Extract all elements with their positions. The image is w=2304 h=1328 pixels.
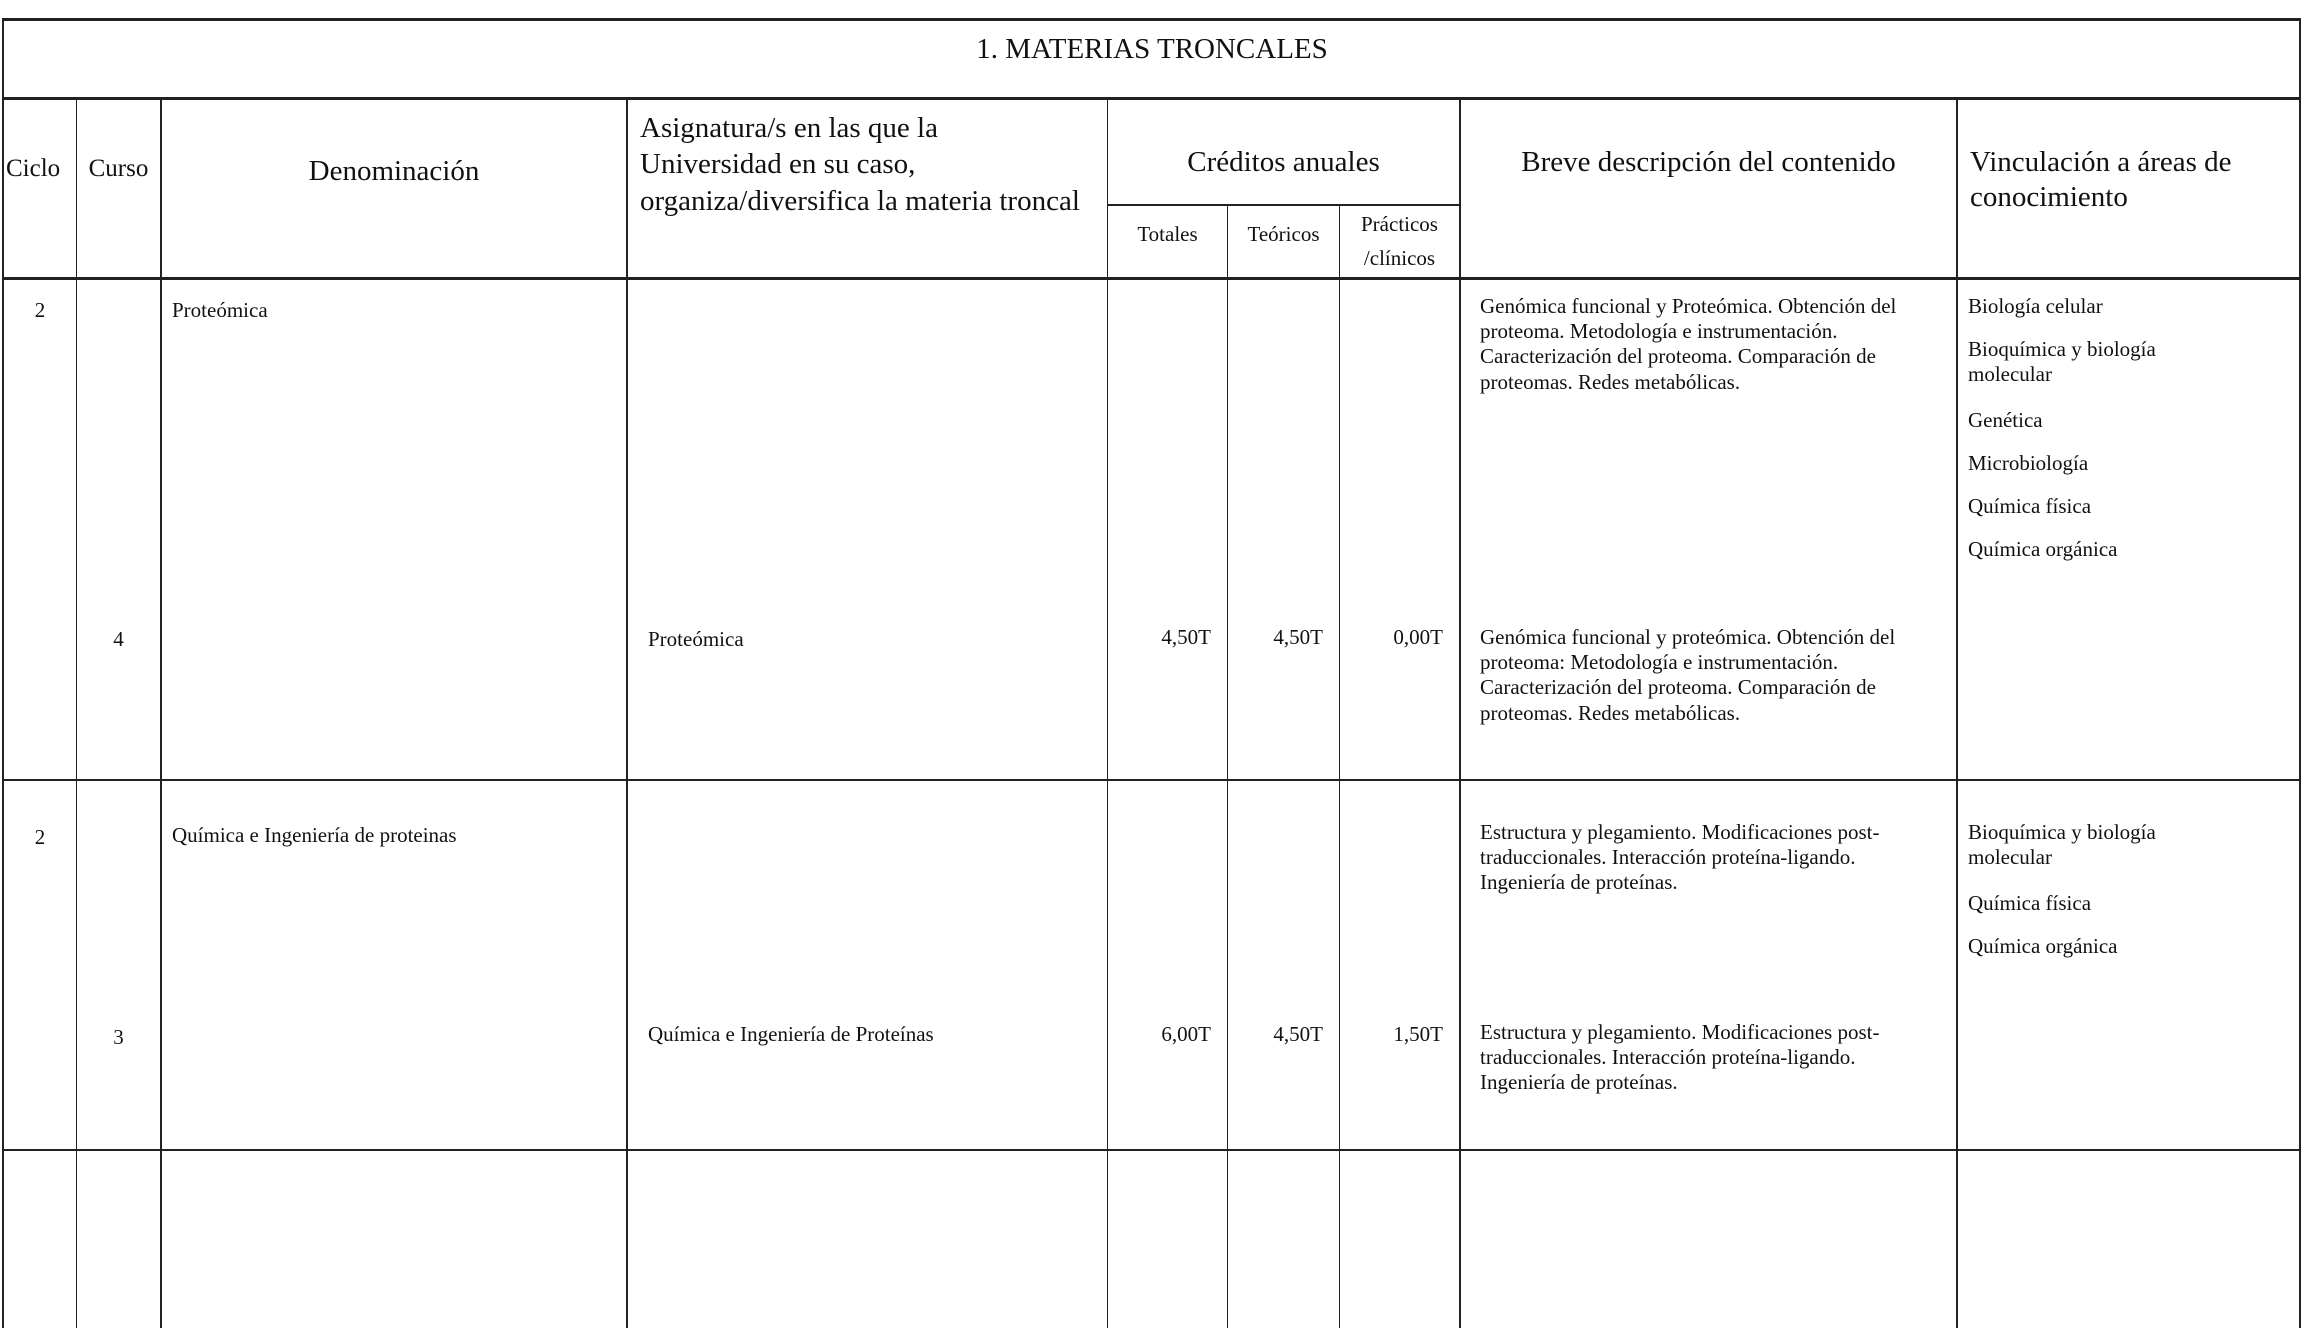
row1-area: Bioquímica y biología molecular [1968,337,2156,387]
row2-ciclo: 2 [34,825,46,849]
divider [160,98,162,1328]
header-asignatura: Asignatura/s en las que la Universidad en su caso, organiza/diversifica la materia troncal [640,112,1080,217]
row1-totales: 4,50T [1161,625,1211,649]
row2-practicos: 1,50T [1393,1022,1443,1046]
row1-area: Química física [1968,494,2092,518]
divider [626,98,628,1328]
header-totales: Totales [1137,222,1198,246]
divider [1459,98,1461,1328]
row1-teoricos: 4,50T [1273,625,1323,649]
row1-curso: 4 [113,627,124,651]
header-denominacion: Denominación [308,155,480,187]
row1-descripcion: Genómica funcional y Proteómica. Obtención del proteoma. Metodología e instrumentación. Caracterización del proteoma. Comparación de proteomas. Redes metabólicas. [1480,294,1897,394]
header-creditos: Créditos anuales [1187,146,1380,178]
row1-area: Química orgánica [1968,537,2118,561]
row1-ciclo: 2 [34,298,46,322]
row1-denominacion: Proteómica [172,298,268,322]
row1-practicos: 0,00T [1393,625,1443,649]
header-descripcion: Breve descripción del contenido [1521,146,1896,178]
header-teoricos: Teóricos [1247,222,1320,246]
header-practicos: Prácticos /clínicos [1361,212,1438,270]
row2-totales: 6,00T [1161,1022,1211,1046]
header-ciclo: Ciclo [6,155,61,182]
row2-teoricos: 4,50T [1273,1022,1323,1046]
row1-area: Microbiología [1968,451,2089,475]
row2-asignatura: Química e Ingeniería de Proteínas [648,1022,934,1046]
border-right [2299,18,2301,1328]
divider [1107,98,1108,1328]
row2-denominacion: Química e Ingeniería de proteinas [172,823,457,847]
border-top [3,18,2301,21]
row1-sub-descripcion: Genómica funcional y proteómica. Obtención del proteoma: Metodología e instrumentación. Caracterización del proteoma. Comparación de proteomas. Redes metabólicas. [1480,625,1896,725]
divider [1956,98,1958,1328]
row2-descripcion: Estructura y plegamiento. Modificaciones post-traduccionales. Interacción proteína-ligando. Ingeniería de proteínas. [1480,820,1880,895]
divider [1339,205,1340,1328]
header-curso: Curso [88,155,149,182]
divider [1227,205,1228,1328]
header-vinculacion: Vinculación a áreas de conocimiento [1970,146,2232,213]
row2-sub-descripcion: Estructura y plegamiento. Modificaciones post-traduccionales. Interacción proteína-ligando. Ingeniería de proteínas. [1480,1020,1880,1095]
table-title: 1. MATERIAS TRONCALES [976,33,1328,65]
row2-area: Química física [1968,891,2092,915]
row2-curso: 3 [113,1025,124,1049]
row2-area: Bioquímica y biología molecular [1968,820,2156,870]
row2-area: Química orgánica [1968,934,2118,958]
row1-asignatura: Proteómica [648,627,744,651]
row1-area: Genética [1968,408,2043,432]
row1-area: Biología celular [1968,294,2103,318]
divider [76,98,77,1328]
border-left [2,18,4,1328]
divider [1107,204,1459,206]
